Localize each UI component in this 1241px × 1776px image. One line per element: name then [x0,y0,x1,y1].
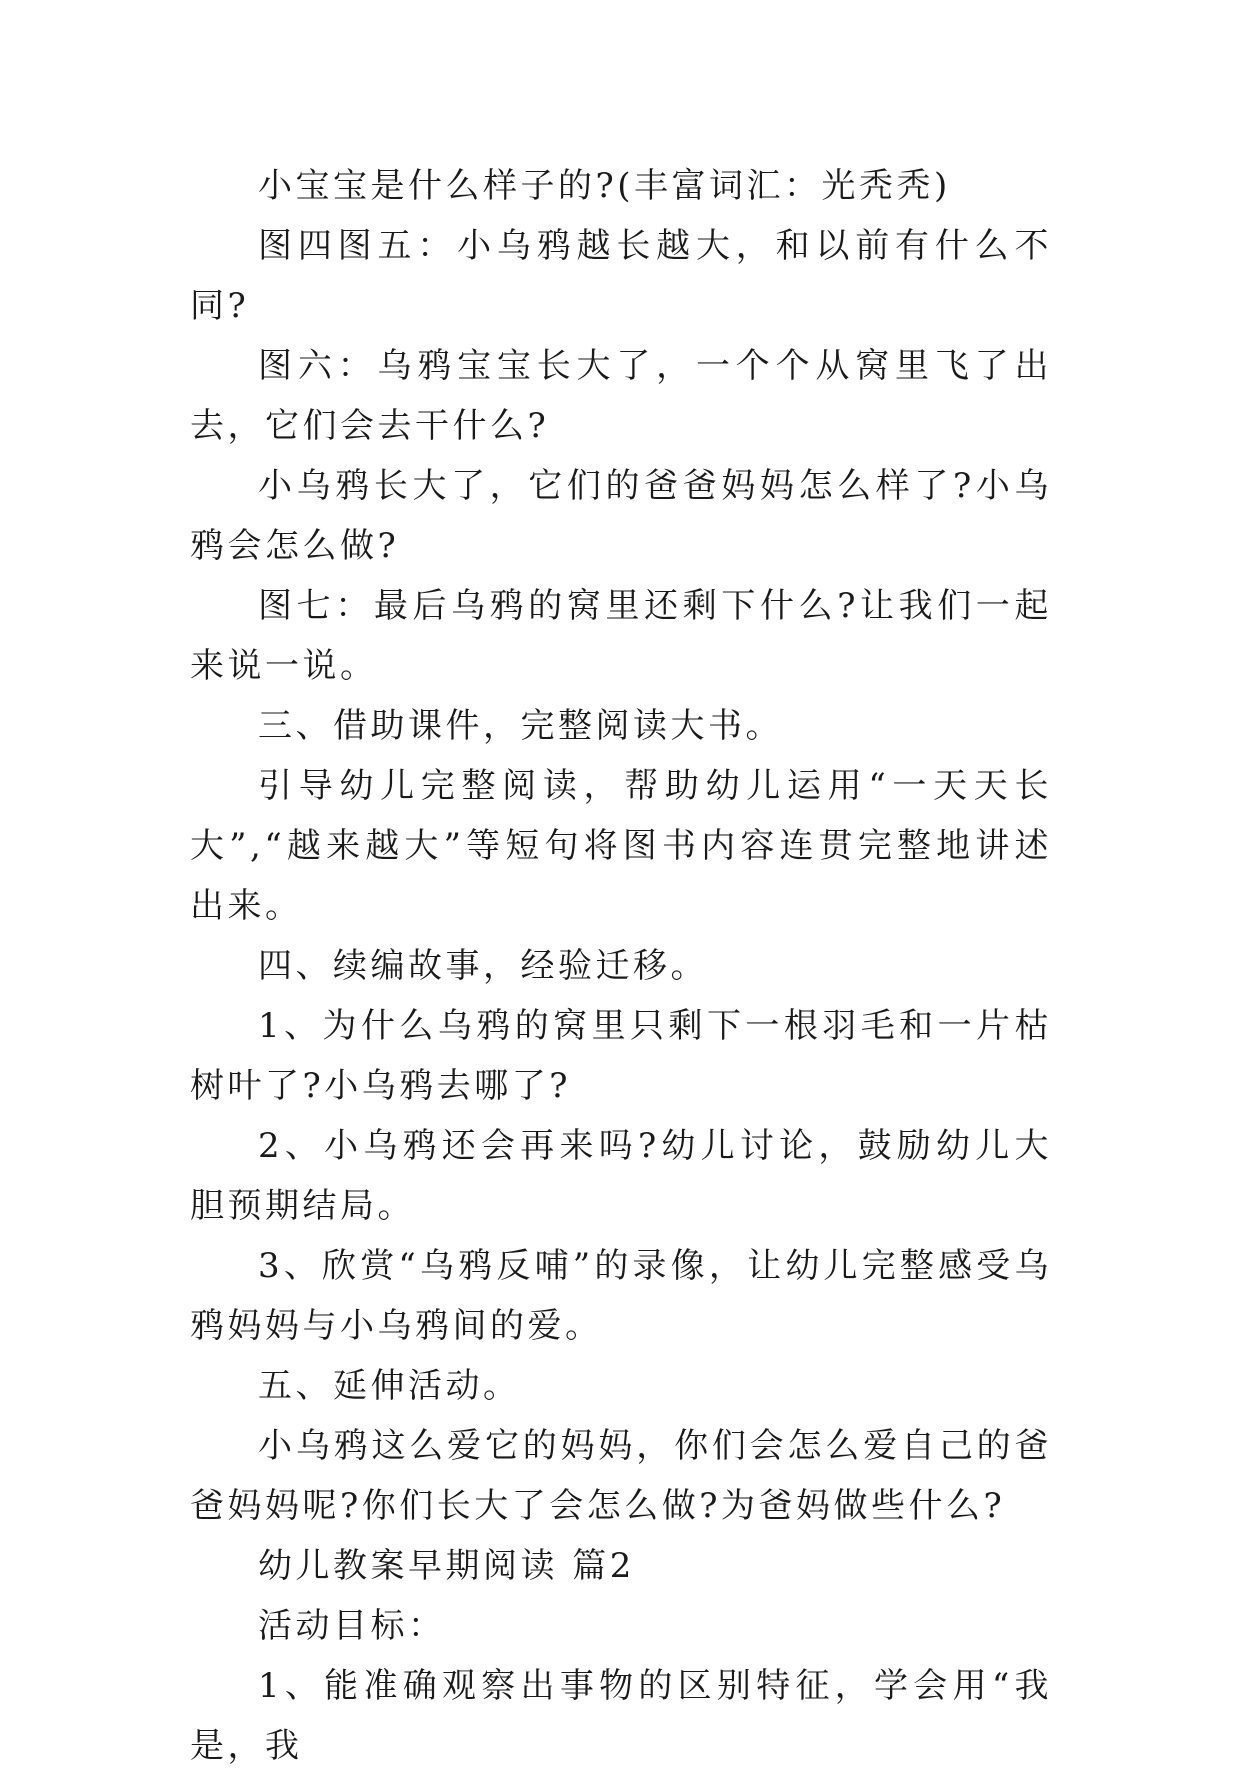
paragraph: 小乌鸦长大了，它们的爸爸妈妈怎么样了?小乌鸦会怎么做? [190,466,1052,566]
article-title: 幼儿教案早期阅读 篇2 [258,1546,635,1586]
list-item: 2、小乌鸦还会再来吗?幼儿讨论，鼓励幼儿大胆预期结局。 [190,1126,1052,1226]
paragraph: 图七：最后乌鸦的窝里还剩下什么?让我们一起来说一说。 [190,586,1052,686]
list-item: 3、欣赏“乌鸦反哺”的录像，让幼儿完整感受乌鸦妈妈与小乌鸦间的爱。 [190,1246,1052,1346]
list-item: 1、为什么乌鸦的窝里只剩下一根羽毛和一片枯树叶了?小乌鸦去哪了? [190,1006,1052,1106]
section-heading: 五、延伸活动。 [258,1366,521,1406]
list-item: 1、能准确观察出事物的区别特征，学会用“我是，我 [190,1666,1052,1766]
document-body [190,156,1052,1776]
paragraph: 图四图五：小乌鸦越长越大，和以前有什么不同? [190,226,1052,326]
section-heading: 三、借助课件，完整阅读大书。 [258,706,783,746]
paragraph: 引导幼儿完整阅读，帮助幼儿运用“一天天长大”,“越来越大”等短句将图书内容连贯完整地讲述出来。 [190,766,1052,926]
paragraph: 图六：乌鸦宝宝长大了，一个个从窝里飞了出去，它们会去干什么? [190,346,1052,446]
section-heading: 活动目标： [258,1606,446,1646]
paragraph: 小宝宝是什么样子的?(丰富词汇：光秃秃) [258,166,951,206]
section-heading: 四、续编故事，经验迁移。 [258,946,708,986]
paragraph: 小乌鸦这么爱它的妈妈，你们会怎么爱自己的爸爸妈妈呢?你们长大了会怎么做?为爸妈做些什么? [190,1426,1052,1526]
